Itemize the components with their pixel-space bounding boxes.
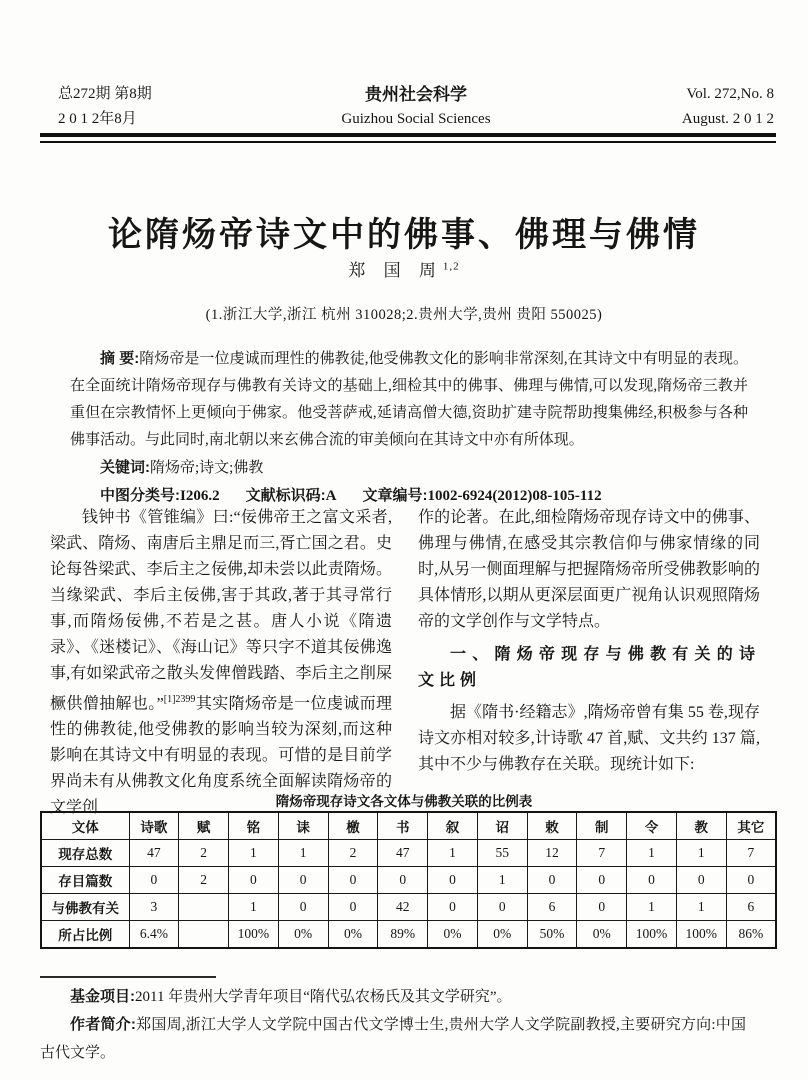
table-row: [41, 921, 776, 949]
table-cell: 1: [229, 840, 279, 867]
issue-date: 2 0 1 2年8月: [58, 111, 137, 127]
table-header-cell: 诏: [477, 812, 527, 840]
table-cell: 0: [477, 894, 527, 921]
journal-name-cn: 贵州社会科学: [364, 85, 467, 104]
keywords-line: [70, 454, 748, 482]
article-id-label: 文章编号:: [362, 487, 428, 504]
article-id-value: 1002-6924(2012)08-105-112: [427, 488, 602, 504]
table-cell: 0: [527, 867, 577, 894]
table-cell: 3: [129, 894, 179, 921]
table-cell: 0: [328, 894, 378, 921]
table-cell: 47: [129, 840, 179, 867]
table-cell: 7: [577, 840, 627, 867]
table-cell: 1: [428, 840, 478, 867]
genre-table-body: [41, 812, 776, 948]
table-cell: 1: [278, 840, 328, 867]
keywords-label: 关键词:: [100, 459, 150, 476]
table-cell: 100%: [676, 921, 726, 949]
table-header-cell: 制: [577, 812, 627, 840]
table-header-cell: 叙: [428, 812, 478, 840]
journal-issue-info: [58, 82, 341, 132]
table-cell: 0: [428, 894, 478, 921]
table-cell: 6.4%: [129, 921, 179, 949]
author-name: 郑 国 周: [348, 261, 443, 280]
volume-number: Vol. 272,No. 8: [686, 86, 774, 102]
issue-number: 总272期 第8期: [58, 86, 152, 102]
table-row-label: 现存总数: [41, 840, 129, 867]
abstract-text: 隋炀帝是一位虔诚而理性的佛教徒,他受佛教文化的影响非常深刻,在其诗文中有明显的表现。在全面统计隋炀帝现存与佛教有关诗文的基础上,细检其中的佛事、佛理与佛情,可以发现,隋炀帝三教并重但在宗教情怀上更倾向于佛家。他受菩萨戒,延请高僧大德,资助扩建寺院帮助搜集佛经,积极参与各种佛事活动。与此同时,南北朝以来玄佛合流的审美倾向在其诗文中亦有所体现。: [70, 351, 748, 448]
abstract-paragraph: [70, 345, 748, 454]
table-cell: 55: [477, 840, 527, 867]
table-caption: 隋炀帝现存诗文各文体与佛教关联的比例表: [275, 794, 533, 809]
left-text-pre: 钱钟书《管锥编》曰:“佞佛帝王之富文采者,梁武、隋炀、南唐后主鼎足而三,胥亡国之君。史论每咎梁武、李后主之佞佛,却未尝以此责隋炀。当缘梁武、李后主佞佛,害于其政,著于其寻常行事,而隋炀佞佛,不若是之甚。唐人小说《隋遗录》、《迷楼记》、《海山记》等只字不道其佞佛逸事,有如梁武帝之散头发俾僧践踏、李后主之削屎橛供僧抽解也。”: [50, 509, 392, 713]
table-cell: 0: [577, 894, 627, 921]
table-header-cell: 铭: [229, 812, 279, 840]
table-cell: 50%: [527, 921, 577, 949]
table-cell: 89%: [378, 921, 428, 949]
author-line: [0, 256, 808, 281]
affiliation: (1.浙江大学,浙江 杭州 310028;2.贵州大学,贵州 贵阳 550025): [205, 307, 603, 323]
table-row: [41, 867, 776, 894]
keywords-text: 隋炀帝;诗文;佛教: [150, 460, 264, 476]
author-affiliation-sup: 1,2: [442, 260, 460, 273]
table-cell: 1: [477, 867, 527, 894]
table-header-cell: 诔: [278, 812, 328, 840]
table-cell: [179, 921, 229, 949]
table-cell: 1: [676, 894, 726, 921]
bio-text: 郑国周,浙江大学人文学院中国古代文学博士生,贵州大学人文学院副教授,主要研究方向:中国古代文学。: [40, 1017, 747, 1061]
header-rule-thin: [40, 141, 776, 143]
table-header-cell: 书: [378, 812, 428, 840]
doc-code-value: A: [325, 488, 337, 504]
body-paragraph-right-1: 作的论著。在此,细检隋炀帝现存诗文中的佛事、佛理与佛情,在感受其宗教信仰与佛家情缘的同时,从另一侧面理解与把握隋炀帝所受佛教影响的具体情形,以期从更深层面更广视角认识观照隋炀帝的文学创作与文学特点。: [418, 509, 760, 630]
table-cell: 0: [577, 867, 627, 894]
table-row-label: 所占比例: [41, 921, 129, 949]
table-cell: 6: [726, 894, 776, 921]
footnote-divider: [40, 976, 216, 978]
article-title: 论隋炀帝诗文中的佛事、佛理与佛情: [108, 216, 700, 254]
table-cell: 0: [278, 867, 328, 894]
journal-header: [58, 82, 774, 132]
table-cell: [179, 894, 229, 921]
table-cell: 0%: [278, 921, 328, 949]
citation-sup: [1]2399: [163, 694, 196, 705]
table-cell: 100%: [229, 921, 279, 949]
table-cell: 6: [527, 894, 577, 921]
table-cell: 0: [129, 867, 179, 894]
table-cell: 7: [726, 840, 776, 867]
table-header-cell: 诗歌: [129, 812, 179, 840]
table-cell: 0: [378, 867, 428, 894]
table-cell: 0: [229, 867, 279, 894]
table-header-cell: 檄: [328, 812, 378, 840]
header-rule-thick: [40, 133, 776, 137]
section-heading: 一、隋炀帝现存与佛教有关的诗文比例: [418, 646, 760, 689]
table-cell: 0: [278, 894, 328, 921]
abstract-label: 摘 要:: [100, 350, 140, 367]
journal-name: [341, 82, 490, 132]
table-header-cell: 文体: [41, 812, 129, 840]
table-row-label: 存目篇数: [41, 867, 129, 894]
table-header-row: [41, 812, 776, 840]
clc-value: I206.2: [180, 488, 220, 504]
table-cell: 100%: [627, 921, 677, 949]
journal-name-en: Guizhou Social Sciences: [341, 111, 491, 127]
journal-vol-info: [491, 82, 774, 132]
bio-label: 作者简介:: [70, 1016, 136, 1033]
table-cell: 2: [179, 840, 229, 867]
bio-line: [40, 1011, 746, 1067]
table-cell: 42: [378, 894, 428, 921]
table-cell: 1: [676, 840, 726, 867]
genre-table: [40, 811, 777, 949]
body-left-column: [50, 505, 392, 821]
body-columns: [50, 505, 760, 821]
table-cell: 2: [179, 867, 229, 894]
table-cell: 12: [527, 840, 577, 867]
table-row-label: 与佛教有关: [41, 894, 129, 921]
fund-label: 基金项目:: [70, 988, 135, 1005]
fund-line: [40, 983, 746, 1011]
doc-code-label: 文献标识码:: [245, 487, 326, 504]
table-cell: 0%: [577, 921, 627, 949]
table-cell: 1: [627, 894, 677, 921]
table-header-cell: 赋: [179, 812, 229, 840]
table-cell: 0: [328, 867, 378, 894]
volume-date: August. 2 0 1 2: [681, 111, 774, 127]
table-cell: 0: [428, 867, 478, 894]
table-header-cell: 敕: [527, 812, 577, 840]
fund-text: 2011 年贵州大学青年项目“隋代弘农杨氏及其文学研究”。: [135, 989, 512, 1005]
table-cell: 0%: [477, 921, 527, 949]
abstract-section: [70, 345, 748, 510]
body-paragraph-left: [50, 505, 392, 821]
body-paragraph-right-2: 据《隋书·经籍志》,隋炀帝曾有集 55 卷,现存诗文亦相对较多,计诗歌 47 首,赋、文共约 137 篇,其中不少与佛教存在关联。现统计如下:: [418, 704, 760, 773]
table-cell: 2: [328, 840, 378, 867]
table-cell: 0%: [428, 921, 478, 949]
table-header-cell: 其它: [726, 812, 776, 840]
table-header-cell: 令: [627, 812, 677, 840]
table-cell: 1: [229, 894, 279, 921]
clc-label: 中图分类号:: [100, 487, 180, 504]
footer-notes: [40, 983, 746, 1067]
table-cell: 47: [378, 840, 428, 867]
table-cell: 0: [676, 867, 726, 894]
table-row: [41, 840, 776, 867]
body-right-column: [418, 505, 760, 821]
table-cell: 0: [726, 867, 776, 894]
table-cell: 0: [627, 867, 677, 894]
left-text-post: 其实隋炀帝是一位虔诚而理性的佛教徒,他受佛教的影响当较为深刻,而这种影响在其诗文中有明显的表现。可惜的是目前学界尚未有从佛教文化角度系统全面解读隋炀帝的文学创: [50, 695, 392, 817]
table-cell: 86%: [726, 921, 776, 949]
table-cell: 0%: [328, 921, 378, 949]
table-cell: 1: [627, 840, 677, 867]
table-header-cell: 教: [676, 812, 726, 840]
table-row: [41, 894, 776, 921]
